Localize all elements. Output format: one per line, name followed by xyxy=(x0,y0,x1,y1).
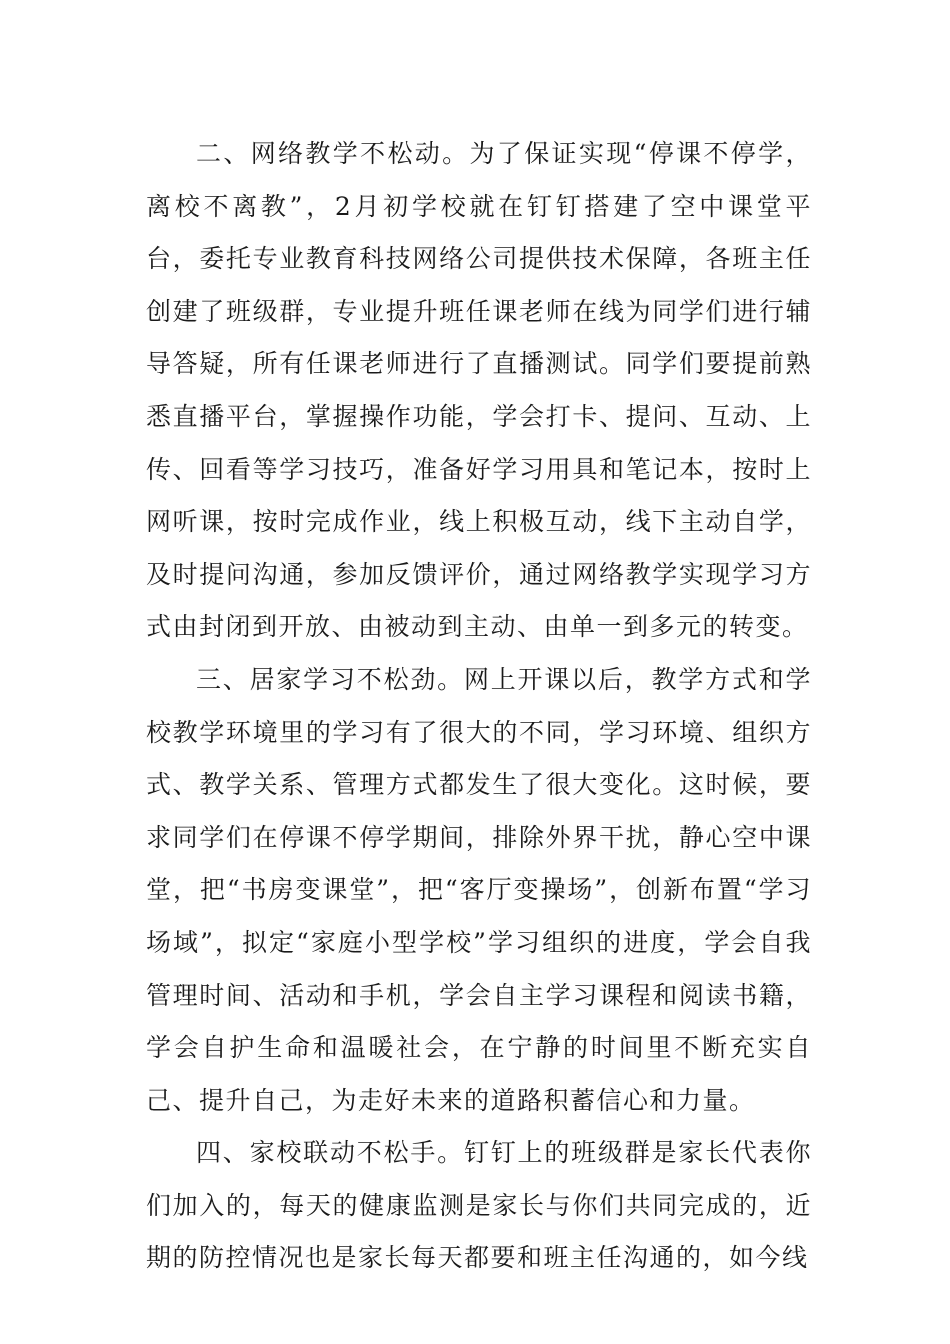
paragraph-home-school-cooperation: 四、家校联动不松手。钉钉上的班级群是家长代表你们加入的，每天的健康监测是家长与你们共同完成的，近期的防控情况也是家长每天都要和班主任沟通的，如今线 xyxy=(146,1138,812,1273)
document-body xyxy=(146,128,812,1285)
paragraph-home-study: 三、居家学习不松劲。网上开课以后，教学方式和学校教学环境里的学习有了很大的不同，学习环境、组织方式、教学关系、管理方式都发生了很大变化。这时候，要求同学们在停课不停学期间，排除外界干扰，静心空中课堂，把“书房变课堂”，把“客厅变操场”，创新布置“学习场域”，拟定“家庭小型学校”学习组织的进度，学会自我管理时间、活动和手机，学会自主学习课程和阅读书籍，学会自护生命和温暖社会，在宁静的时间里不断充实自己、提升自己，为走好未来的道路积蓄信心和力量。 xyxy=(146,664,812,1115)
paragraph-online-teaching: 二、网络教学不松动。为了保证实现“停课不停学，离校不离教”，2月初学校就在钉钉搭建了空中课堂平台，委托专业教育科技网络公司提供技术保障，各班主任创建了班级群，专业提升班任课老师在线为同学们进行辅导答疑，所有任课老师进行了直播测试。同学们要提前熟悉直播平台，掌握操作功能，学会打卡、提问、互动、上传、回看等学习技巧，准备好学习用具和笔记本，按时上网听课，按时完成作业，线上积极互动，线下主动自学，及时提问沟通，参加反馈评价，通过网络教学实现学习方式由封闭到开放、由被动到主动、由单一到多元的转变。 xyxy=(146,139,812,642)
